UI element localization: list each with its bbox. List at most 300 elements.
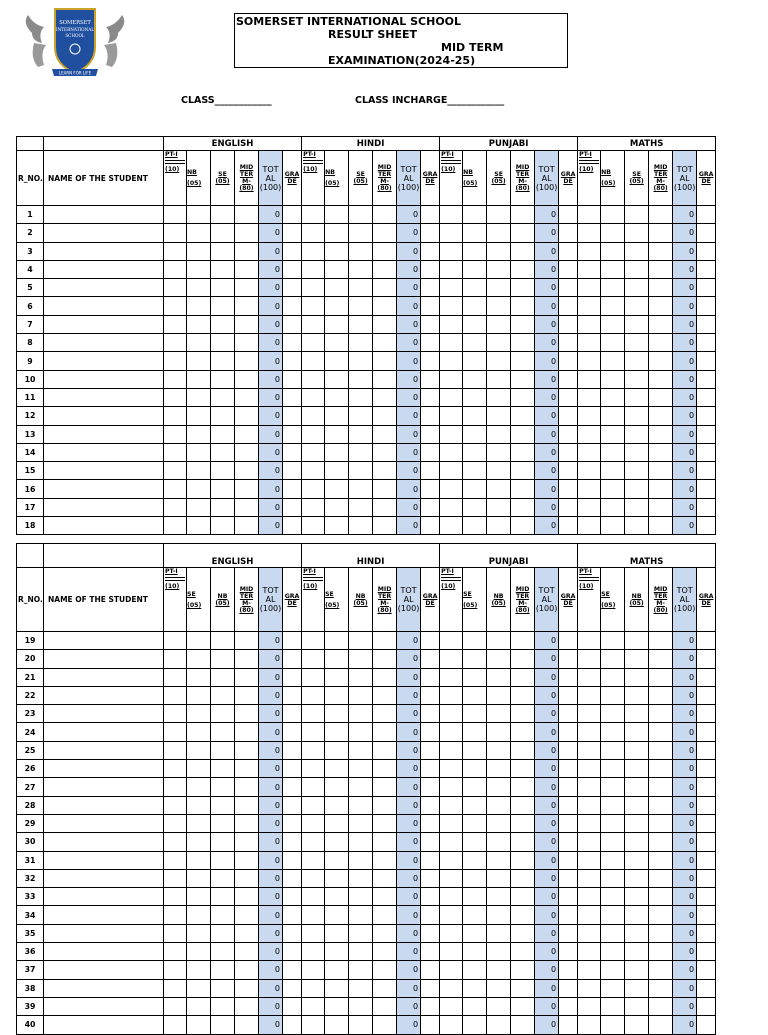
pt1-cell-maths[interactable] [578,924,601,942]
midterm-cell-punjabi[interactable] [511,1016,535,1034]
small-mark-cell-hindi[interactable] [349,760,373,778]
student-name-cell[interactable] [44,961,164,979]
grade-cell-maths[interactable] [697,206,716,224]
pt1-cell-maths[interactable] [578,668,601,686]
grade-cell-maths[interactable] [697,833,716,851]
midterm-cell-english[interactable] [235,686,259,704]
small-mark-cell-hindi[interactable] [325,760,349,778]
small-mark-cell-hindi[interactable] [349,224,373,242]
small-mark-cell-english[interactable] [211,723,235,741]
midterm-cell-maths[interactable] [649,334,673,352]
student-name-cell[interactable] [44,979,164,997]
pt1-cell-maths[interactable] [578,242,601,260]
midterm-cell-punjabi[interactable] [511,705,535,723]
pt1-cell-punjabi[interactable] [440,705,463,723]
pt1-cell-hindi[interactable] [302,443,325,461]
small-mark-cell-maths[interactable] [601,814,625,832]
midterm-cell-hindi[interactable] [373,279,397,297]
small-mark-cell-hindi[interactable] [349,943,373,961]
grade-cell-hindi[interactable] [421,480,440,498]
small-mark-cell-english[interactable] [211,206,235,224]
grade-cell-hindi[interactable] [421,760,440,778]
grade-cell-english[interactable] [283,480,302,498]
pt1-cell-punjabi[interactable] [440,242,463,260]
pt1-cell-maths[interactable] [578,462,601,480]
small-mark-cell-hindi[interactable] [349,334,373,352]
grade-cell-punjabi[interactable] [559,723,578,741]
small-mark-cell-maths[interactable] [625,425,649,443]
small-mark-cell-hindi[interactable] [349,1016,373,1034]
pt1-cell-english[interactable] [164,650,187,668]
small-mark-cell-maths[interactable] [601,650,625,668]
grade-cell-maths[interactable] [697,1016,716,1034]
midterm-cell-hindi[interactable] [373,517,397,535]
small-mark-cell-maths[interactable] [601,723,625,741]
small-mark-cell-punjabi[interactable] [487,279,511,297]
student-name-cell[interactable] [44,997,164,1015]
small-mark-cell-english[interactable] [187,888,211,906]
small-mark-cell-maths[interactable] [601,480,625,498]
small-mark-cell-maths[interactable] [625,723,649,741]
pt1-cell-english[interactable] [164,943,187,961]
small-mark-cell-hindi[interactable] [349,668,373,686]
midterm-cell-punjabi[interactable] [511,760,535,778]
small-mark-cell-hindi[interactable] [325,242,349,260]
student-name-cell[interactable] [44,888,164,906]
small-mark-cell-punjabi[interactable] [463,869,487,887]
small-mark-cell-hindi[interactable] [349,498,373,516]
small-mark-cell-punjabi[interactable] [463,833,487,851]
small-mark-cell-hindi[interactable] [325,778,349,796]
pt1-cell-english[interactable] [164,315,187,333]
grade-cell-english[interactable] [283,723,302,741]
pt1-cell-maths[interactable] [578,297,601,315]
small-mark-cell-english[interactable] [211,1016,235,1034]
pt1-cell-english[interactable] [164,334,187,352]
grade-cell-maths[interactable] [697,443,716,461]
pt1-cell-hindi[interactable] [302,778,325,796]
grade-cell-maths[interactable] [697,388,716,406]
grade-cell-punjabi[interactable] [559,352,578,370]
grade-cell-hindi[interactable] [421,961,440,979]
small-mark-cell-hindi[interactable] [325,888,349,906]
midterm-cell-punjabi[interactable] [511,315,535,333]
midterm-cell-maths[interactable] [649,997,673,1015]
small-mark-cell-maths[interactable] [601,242,625,260]
pt1-cell-punjabi[interactable] [440,425,463,443]
small-mark-cell-punjabi[interactable] [487,315,511,333]
small-mark-cell-english[interactable] [187,814,211,832]
midterm-cell-maths[interactable] [649,869,673,887]
small-mark-cell-english[interactable] [211,334,235,352]
student-name-cell[interactable] [44,297,164,315]
grade-cell-maths[interactable] [697,242,716,260]
student-name-cell[interactable] [44,924,164,942]
small-mark-cell-english[interactable] [187,741,211,759]
pt1-cell-english[interactable] [164,906,187,924]
small-mark-cell-english[interactable] [187,517,211,535]
small-mark-cell-hindi[interactable] [349,632,373,650]
small-mark-cell-punjabi[interactable] [463,315,487,333]
grade-cell-english[interactable] [283,388,302,406]
grade-cell-hindi[interactable] [421,370,440,388]
pt1-cell-hindi[interactable] [302,297,325,315]
grade-cell-english[interactable] [283,1016,302,1034]
small-mark-cell-hindi[interactable] [349,924,373,942]
midterm-cell-maths[interactable] [649,632,673,650]
grade-cell-maths[interactable] [697,480,716,498]
pt1-cell-maths[interactable] [578,1016,601,1034]
midterm-cell-punjabi[interactable] [511,260,535,278]
small-mark-cell-hindi[interactable] [349,443,373,461]
small-mark-cell-punjabi[interactable] [463,517,487,535]
small-mark-cell-maths[interactable] [601,334,625,352]
small-mark-cell-maths[interactable] [601,425,625,443]
midterm-cell-hindi[interactable] [373,1016,397,1034]
small-mark-cell-english[interactable] [187,462,211,480]
small-mark-cell-hindi[interactable] [325,407,349,425]
midterm-cell-hindi[interactable] [373,686,397,704]
grade-cell-maths[interactable] [697,906,716,924]
midterm-cell-maths[interactable] [649,1016,673,1034]
small-mark-cell-punjabi[interactable] [463,741,487,759]
midterm-cell-hindi[interactable] [373,979,397,997]
pt1-cell-punjabi[interactable] [440,997,463,1015]
small-mark-cell-hindi[interactable] [349,833,373,851]
pt1-cell-english[interactable] [164,260,187,278]
small-mark-cell-english[interactable] [187,943,211,961]
pt1-cell-hindi[interactable] [302,462,325,480]
small-mark-cell-english[interactable] [187,1016,211,1034]
small-mark-cell-hindi[interactable] [349,315,373,333]
grade-cell-punjabi[interactable] [559,462,578,480]
midterm-cell-maths[interactable] [649,851,673,869]
midterm-cell-hindi[interactable] [373,315,397,333]
midterm-cell-punjabi[interactable] [511,632,535,650]
grade-cell-maths[interactable] [697,961,716,979]
small-mark-cell-punjabi[interactable] [487,924,511,942]
small-mark-cell-hindi[interactable] [325,352,349,370]
grade-cell-english[interactable] [283,906,302,924]
midterm-cell-english[interactable] [235,206,259,224]
pt1-cell-english[interactable] [164,517,187,535]
small-mark-cell-hindi[interactable] [349,279,373,297]
small-mark-cell-maths[interactable] [601,888,625,906]
small-mark-cell-english[interactable] [211,979,235,997]
grade-cell-hindi[interactable] [421,924,440,942]
small-mark-cell-english[interactable] [187,206,211,224]
grade-cell-punjabi[interactable] [559,668,578,686]
student-name-cell[interactable] [44,705,164,723]
pt1-cell-hindi[interactable] [302,888,325,906]
student-name-cell[interactable] [44,760,164,778]
pt1-cell-maths[interactable] [578,315,601,333]
small-mark-cell-maths[interactable] [625,833,649,851]
midterm-cell-english[interactable] [235,462,259,480]
midterm-cell-punjabi[interactable] [511,668,535,686]
small-mark-cell-english[interactable] [187,498,211,516]
midterm-cell-punjabi[interactable] [511,686,535,704]
midterm-cell-maths[interactable] [649,352,673,370]
midterm-cell-maths[interactable] [649,979,673,997]
student-name-cell[interactable] [44,279,164,297]
grade-cell-english[interactable] [283,297,302,315]
midterm-cell-english[interactable] [235,851,259,869]
pt1-cell-english[interactable] [164,388,187,406]
small-mark-cell-english[interactable] [211,517,235,535]
midterm-cell-english[interactable] [235,705,259,723]
grade-cell-hindi[interactable] [421,851,440,869]
midterm-cell-maths[interactable] [649,297,673,315]
pt1-cell-punjabi[interactable] [440,462,463,480]
midterm-cell-maths[interactable] [649,407,673,425]
small-mark-cell-maths[interactable] [625,943,649,961]
small-mark-cell-english[interactable] [187,705,211,723]
midterm-cell-english[interactable] [235,407,259,425]
pt1-cell-hindi[interactable] [302,315,325,333]
grade-cell-punjabi[interactable] [559,961,578,979]
grade-cell-english[interactable] [283,686,302,704]
small-mark-cell-hindi[interactable] [325,796,349,814]
pt1-cell-punjabi[interactable] [440,668,463,686]
midterm-cell-english[interactable] [235,979,259,997]
small-mark-cell-hindi[interactable] [349,352,373,370]
midterm-cell-maths[interactable] [649,517,673,535]
small-mark-cell-hindi[interactable] [349,370,373,388]
small-mark-cell-maths[interactable] [625,297,649,315]
small-mark-cell-punjabi[interactable] [487,352,511,370]
small-mark-cell-punjabi[interactable] [463,778,487,796]
grade-cell-hindi[interactable] [421,206,440,224]
small-mark-cell-english[interactable] [211,869,235,887]
pt1-cell-punjabi[interactable] [440,888,463,906]
small-mark-cell-punjabi[interactable] [487,224,511,242]
small-mark-cell-maths[interactable] [625,352,649,370]
pt1-cell-punjabi[interactable] [440,480,463,498]
midterm-cell-english[interactable] [235,760,259,778]
midterm-cell-english[interactable] [235,869,259,887]
small-mark-cell-maths[interactable] [601,796,625,814]
grade-cell-punjabi[interactable] [559,1016,578,1034]
midterm-cell-english[interactable] [235,888,259,906]
grade-cell-hindi[interactable] [421,352,440,370]
small-mark-cell-punjabi[interactable] [487,498,511,516]
student-name-cell[interactable] [44,443,164,461]
midterm-cell-hindi[interactable] [373,760,397,778]
grade-cell-maths[interactable] [697,260,716,278]
grade-cell-hindi[interactable] [421,425,440,443]
midterm-cell-hindi[interactable] [373,924,397,942]
midterm-cell-maths[interactable] [649,480,673,498]
student-name-cell[interactable] [44,315,164,333]
small-mark-cell-punjabi[interactable] [487,517,511,535]
midterm-cell-maths[interactable] [649,279,673,297]
pt1-cell-hindi[interactable] [302,961,325,979]
midterm-cell-english[interactable] [235,723,259,741]
small-mark-cell-english[interactable] [211,686,235,704]
small-mark-cell-maths[interactable] [601,279,625,297]
small-mark-cell-punjabi[interactable] [487,650,511,668]
small-mark-cell-english[interactable] [187,315,211,333]
pt1-cell-english[interactable] [164,814,187,832]
small-mark-cell-english[interactable] [187,997,211,1015]
midterm-cell-maths[interactable] [649,443,673,461]
small-mark-cell-hindi[interactable] [349,388,373,406]
pt1-cell-punjabi[interactable] [440,686,463,704]
grade-cell-hindi[interactable] [421,888,440,906]
small-mark-cell-punjabi[interactable] [487,851,511,869]
grade-cell-punjabi[interactable] [559,632,578,650]
small-mark-cell-punjabi[interactable] [463,888,487,906]
pt1-cell-hindi[interactable] [302,480,325,498]
midterm-cell-hindi[interactable] [373,206,397,224]
small-mark-cell-maths[interactable] [601,851,625,869]
small-mark-cell-maths[interactable] [601,668,625,686]
midterm-cell-maths[interactable] [649,760,673,778]
midterm-cell-hindi[interactable] [373,650,397,668]
pt1-cell-english[interactable] [164,997,187,1015]
pt1-cell-punjabi[interactable] [440,407,463,425]
midterm-cell-maths[interactable] [649,260,673,278]
small-mark-cell-english[interactable] [187,869,211,887]
pt1-cell-punjabi[interactable] [440,334,463,352]
grade-cell-punjabi[interactable] [559,297,578,315]
small-mark-cell-english[interactable] [211,260,235,278]
grade-cell-english[interactable] [283,443,302,461]
small-mark-cell-punjabi[interactable] [487,425,511,443]
grade-cell-english[interactable] [283,315,302,333]
pt1-cell-punjabi[interactable] [440,961,463,979]
small-mark-cell-english[interactable] [187,480,211,498]
pt1-cell-english[interactable] [164,888,187,906]
grade-cell-maths[interactable] [697,869,716,887]
pt1-cell-english[interactable] [164,723,187,741]
small-mark-cell-hindi[interactable] [349,979,373,997]
grade-cell-punjabi[interactable] [559,851,578,869]
pt1-cell-english[interactable] [164,242,187,260]
pt1-cell-maths[interactable] [578,979,601,997]
small-mark-cell-english[interactable] [211,462,235,480]
small-mark-cell-punjabi[interactable] [463,242,487,260]
small-mark-cell-maths[interactable] [625,778,649,796]
midterm-cell-hindi[interactable] [373,869,397,887]
student-name-cell[interactable] [44,778,164,796]
pt1-cell-maths[interactable] [578,778,601,796]
small-mark-cell-english[interactable] [187,260,211,278]
pt1-cell-maths[interactable] [578,517,601,535]
small-mark-cell-english[interactable] [211,315,235,333]
small-mark-cell-hindi[interactable] [325,814,349,832]
midterm-cell-hindi[interactable] [373,352,397,370]
pt1-cell-maths[interactable] [578,407,601,425]
grade-cell-english[interactable] [283,760,302,778]
small-mark-cell-maths[interactable] [625,498,649,516]
midterm-cell-maths[interactable] [649,741,673,759]
grade-cell-punjabi[interactable] [559,686,578,704]
small-mark-cell-maths[interactable] [625,206,649,224]
small-mark-cell-maths[interactable] [625,924,649,942]
small-mark-cell-hindi[interactable] [325,961,349,979]
student-name-cell[interactable] [44,650,164,668]
small-mark-cell-punjabi[interactable] [487,260,511,278]
pt1-cell-english[interactable] [164,224,187,242]
grade-cell-hindi[interactable] [421,315,440,333]
small-mark-cell-maths[interactable] [625,388,649,406]
grade-cell-punjabi[interactable] [559,924,578,942]
midterm-cell-english[interactable] [235,997,259,1015]
small-mark-cell-maths[interactable] [601,443,625,461]
small-mark-cell-hindi[interactable] [325,686,349,704]
small-mark-cell-english[interactable] [211,888,235,906]
student-name-cell[interactable] [44,632,164,650]
pt1-cell-hindi[interactable] [302,1016,325,1034]
midterm-cell-maths[interactable] [649,723,673,741]
small-mark-cell-punjabi[interactable] [463,388,487,406]
small-mark-cell-punjabi[interactable] [487,833,511,851]
small-mark-cell-maths[interactable] [601,498,625,516]
midterm-cell-maths[interactable] [649,388,673,406]
grade-cell-hindi[interactable] [421,686,440,704]
small-mark-cell-maths[interactable] [601,297,625,315]
midterm-cell-hindi[interactable] [373,407,397,425]
small-mark-cell-maths[interactable] [625,961,649,979]
midterm-cell-punjabi[interactable] [511,498,535,516]
small-mark-cell-english[interactable] [211,425,235,443]
grade-cell-maths[interactable] [697,778,716,796]
grade-cell-maths[interactable] [697,979,716,997]
pt1-cell-hindi[interactable] [302,979,325,997]
small-mark-cell-hindi[interactable] [349,851,373,869]
pt1-cell-maths[interactable] [578,480,601,498]
small-mark-cell-english[interactable] [211,668,235,686]
midterm-cell-hindi[interactable] [373,632,397,650]
pt1-cell-punjabi[interactable] [440,443,463,461]
midterm-cell-maths[interactable] [649,778,673,796]
small-mark-cell-hindi[interactable] [325,388,349,406]
grade-cell-english[interactable] [283,650,302,668]
small-mark-cell-maths[interactable] [625,1016,649,1034]
small-mark-cell-maths[interactable] [601,997,625,1015]
small-mark-cell-english[interactable] [187,650,211,668]
midterm-cell-english[interactable] [235,632,259,650]
midterm-cell-hindi[interactable] [373,443,397,461]
grade-cell-maths[interactable] [697,705,716,723]
small-mark-cell-punjabi[interactable] [487,906,511,924]
grade-cell-english[interactable] [283,888,302,906]
small-mark-cell-hindi[interactable] [349,961,373,979]
pt1-cell-english[interactable] [164,279,187,297]
small-mark-cell-punjabi[interactable] [487,388,511,406]
small-mark-cell-maths[interactable] [601,315,625,333]
small-mark-cell-hindi[interactable] [349,260,373,278]
grade-cell-hindi[interactable] [421,796,440,814]
midterm-cell-maths[interactable] [649,315,673,333]
grade-cell-maths[interactable] [697,498,716,516]
small-mark-cell-maths[interactable] [601,778,625,796]
small-mark-cell-english[interactable] [211,705,235,723]
pt1-cell-punjabi[interactable] [440,650,463,668]
pt1-cell-punjabi[interactable] [440,224,463,242]
pt1-cell-punjabi[interactable] [440,370,463,388]
midterm-cell-punjabi[interactable] [511,997,535,1015]
small-mark-cell-maths[interactable] [625,315,649,333]
small-mark-cell-english[interactable] [211,961,235,979]
midterm-cell-hindi[interactable] [373,961,397,979]
grade-cell-hindi[interactable] [421,279,440,297]
grade-cell-punjabi[interactable] [559,242,578,260]
small-mark-cell-maths[interactable] [601,352,625,370]
small-mark-cell-maths[interactable] [625,668,649,686]
